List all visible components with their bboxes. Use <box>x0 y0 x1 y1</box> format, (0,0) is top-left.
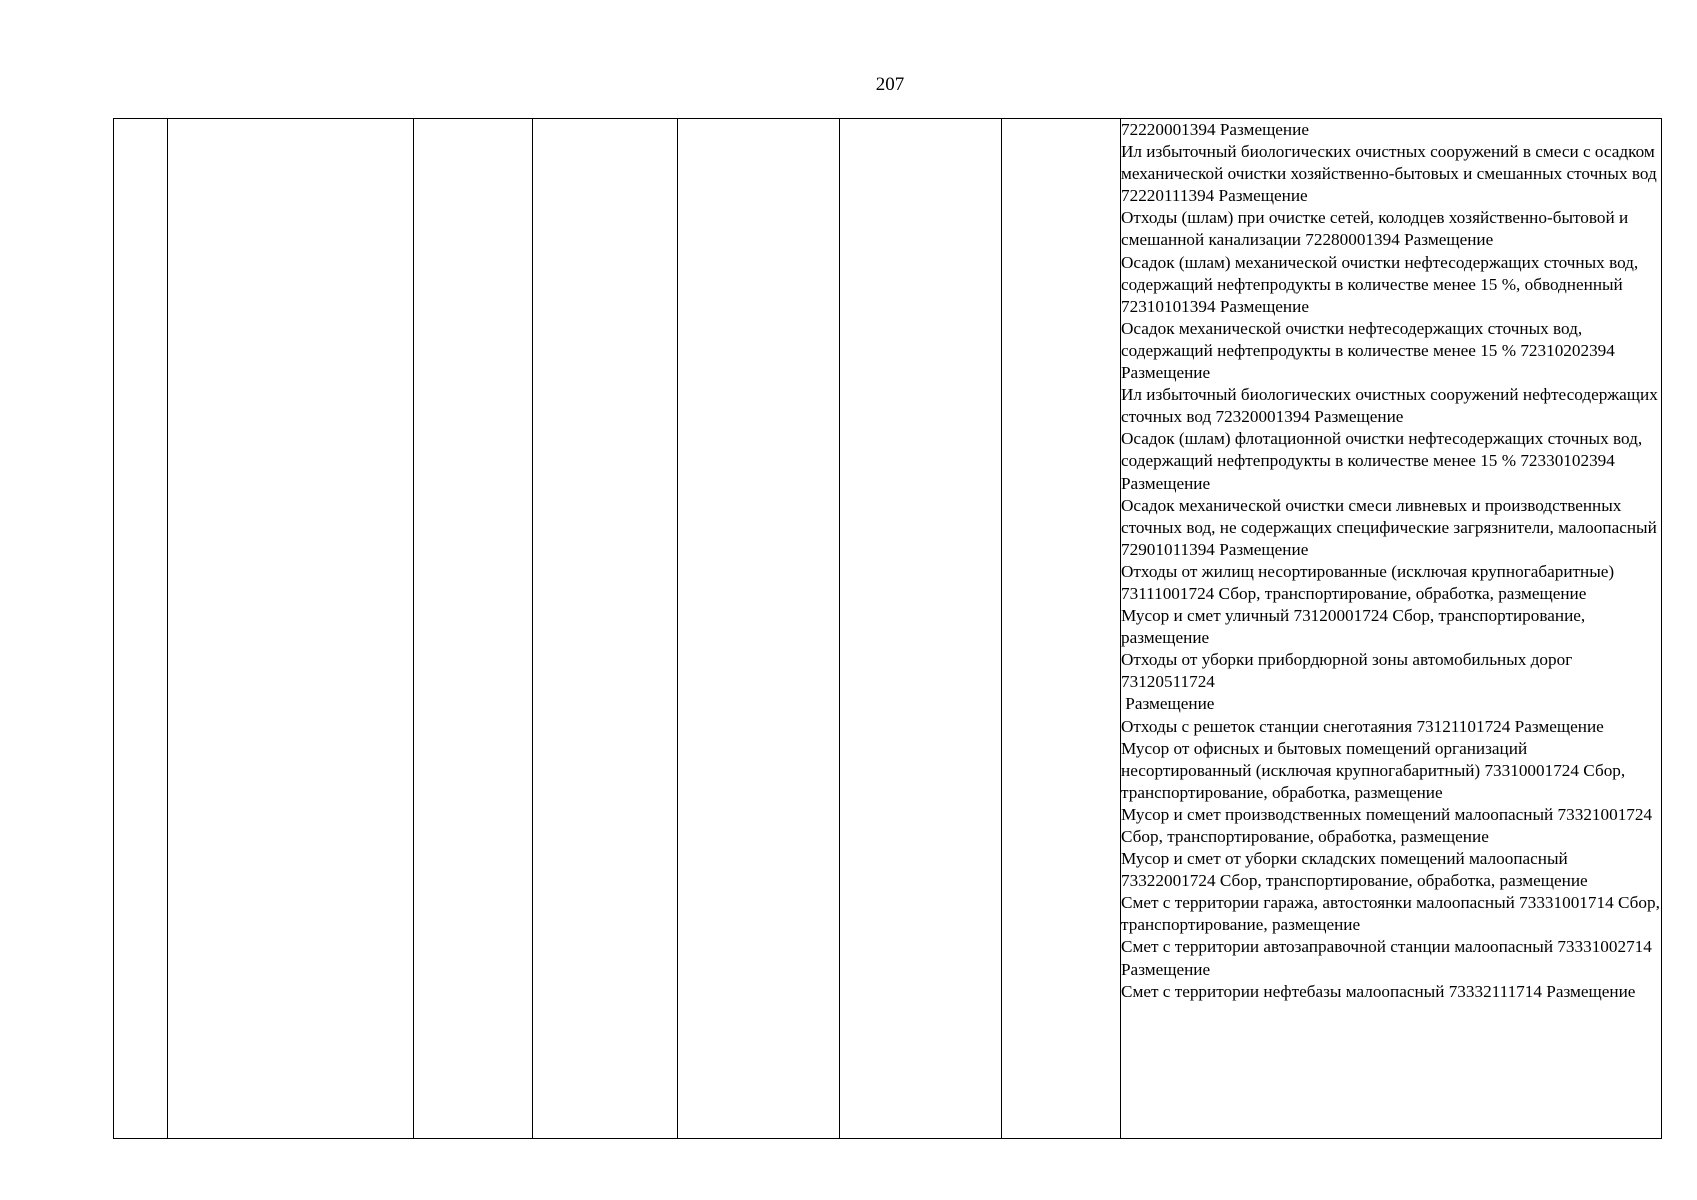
table-row <box>114 119 1662 1139</box>
waste-entry: Мусор и смет от уборки складских помещений малоопасный 73322001724 Сбор, транспортирование, обработка, размещение <box>1121 849 1588 891</box>
empty-cell-col-6 <box>840 119 1002 1139</box>
waste-entry: Отходы от жилищ несортированные (исключая крупногабаритные) 73111001724 Сбор, транспортирование, обработка, размещение <box>1121 561 1615 603</box>
waste-entry: Ил избыточный биологических очистных сооружений нефтесодержащих сточных вод 72320001394 Размещение <box>1121 385 1658 427</box>
empty-cell-col-2 <box>168 119 414 1139</box>
waste-entry: Отходы от уборки прибордюрной зоны автомобильных дорог 73120511724 <box>1121 650 1573 692</box>
waste-entry: Мусор и смет производственных помещений малоопасный 73321001724 Сбор, транспортирование, обработка, размещение <box>1121 804 1653 846</box>
waste-entry: Мусор от офисных и бытовых помещений организаций несортированный (исключая крупногабаритный) 73310001724 Сбор, транспортирование, обработка, размещение <box>1121 738 1626 802</box>
waste-entry: Мусор и смет уличный 73120001724 Сбор, транспортирование, размещение <box>1121 606 1586 648</box>
document-table <box>113 118 1662 1139</box>
empty-cell-col-4 <box>533 119 678 1139</box>
waste-entry: Осадок механической очистки смеси ливневых и производственных сточных вод, не содержащих специфические загрязнители, малоопасный 72901011394 Размещение <box>1121 495 1657 559</box>
waste-entry: Отходы (шлам) при очистке сетей, колодцев хозяйственно-бытовой и смешанной канализации 72280001394 Размещение <box>1121 208 1629 250</box>
waste-entry: Смет с территории нефтебазы малоопасный 73332111714 Размещение <box>1121 981 1636 1001</box>
waste-entry: Смет с территории автозаправочной станции малоопасный 73331002714 Размещение <box>1121 937 1652 979</box>
waste-entry: 72220001394 Размещение <box>1121 120 1309 139</box>
empty-cell-col-7 <box>1002 119 1121 1139</box>
waste-entry: Осадок механической очистки нефтесодержащих сточных вод, содержащий нефтепродукты в количестве менее 15 % 72310202394 Размещение <box>1121 318 1615 383</box>
waste-entry: Осадок (шлам) механической очистки нефтесодержащих сточных вод, содержащий нефтепродукты в количестве менее 15 %, обводненный 72310101394 Размещение <box>1121 252 1639 316</box>
page-number: 207 <box>875 74 905 95</box>
waste-entry: Ил избыточный биологических очистных сооружений в смеси с осадком механической очистки хозяйственно-бытовых и смешанных сточных вод 72220111394 Размещение <box>1121 142 1657 206</box>
empty-cell-col-3 <box>414 119 533 1139</box>
empty-cell-col-1 <box>114 119 168 1139</box>
waste-list-cell <box>1121 119 1662 1139</box>
empty-cell-col-5 <box>678 119 840 1139</box>
waste-entry: Отходы с решеток станции снеготаяния 73121101724 Размещение <box>1121 716 1604 736</box>
waste-entry: Размещение <box>1121 694 1215 714</box>
waste-entry: Осадок (шлам) флотационной очистки нефтесодержащих сточных вод, содержащий нефтепродукты в количестве менее 15 % 72330102394 Размещение <box>1121 429 1643 493</box>
waste-entry: Смет с территории гаража, автостоянки малоопасный 73331001714 Сбор, транспортирование, размещение <box>1121 893 1660 935</box>
